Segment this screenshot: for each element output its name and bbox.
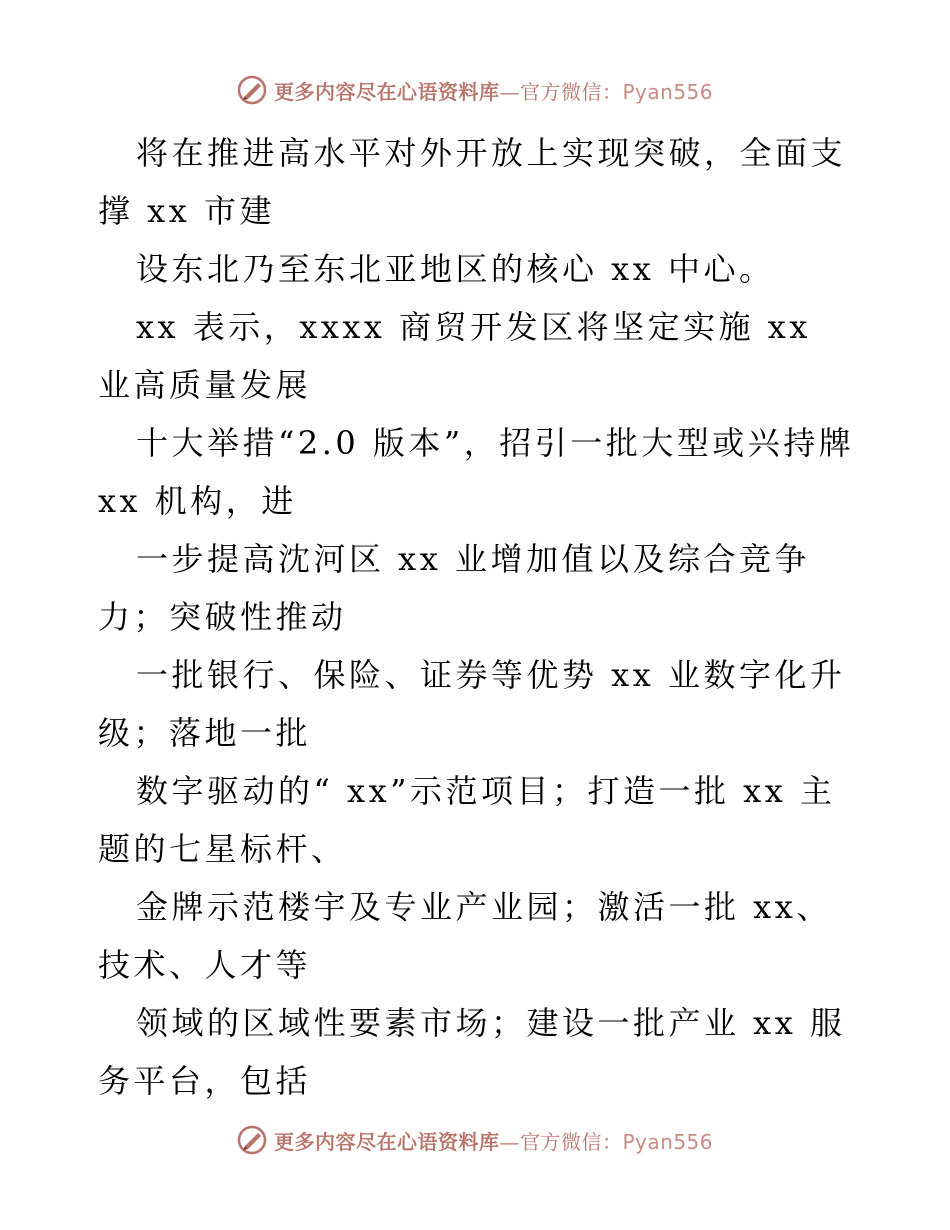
logo-icon xyxy=(236,74,268,106)
watermark-text xyxy=(274,1126,713,1155)
watermark-id: Pyan556 xyxy=(622,79,714,104)
logo-icon xyxy=(236,1124,268,1156)
paragraph: 将在推进高水平对外开放上实现突破，全面支撑 xx 市建 xyxy=(98,134,847,230)
watermark-footer xyxy=(236,1122,756,1158)
watermark-sub: 官方微信： xyxy=(520,79,623,104)
paragraph: 领域的区域性要素市场；建设一批产业 xx 服务平台，包括 xyxy=(98,1004,846,1100)
watermark-dash: — xyxy=(499,79,520,104)
paragraph: 数字驱动的“ xx”示范项目；打造一批 xx 主题的七星标杆、 xyxy=(98,772,836,868)
watermark-main: 更多内容尽在心语资料库 xyxy=(274,1129,500,1154)
paragraph: 设东北乃至东北亚地区的核心 xx 中心。 xyxy=(136,250,775,288)
watermark-header xyxy=(236,72,756,108)
paragraph: xx 表示，xxxx 商贸开发区将坚定实施 xx 业高质量发展 xyxy=(98,308,811,404)
watermark-sub: 官方微信： xyxy=(520,1129,623,1154)
paragraph: 十大举措“2.0 版本”，招引一批大型或兴持牌 xx 机构，进 xyxy=(98,424,855,520)
watermark-id: Pyan556 xyxy=(622,1129,714,1154)
watermark-text xyxy=(274,76,713,105)
paragraph: 一批银行、保险、证券等优势 xx 业数字化升级；落地一批 xyxy=(98,656,846,752)
paragraph: 一步提高沈河区 xx 业增加值以及综合竞争力；突破性推动 xyxy=(98,540,810,636)
paragraph: 金牌示范楼宇及专业产业园；激活一批 xx、技术、人才等 xyxy=(98,888,832,984)
document-body xyxy=(98,124,858,1110)
watermark-dash: — xyxy=(499,1129,520,1154)
watermark-main: 更多内容尽在心语资料库 xyxy=(274,79,500,104)
